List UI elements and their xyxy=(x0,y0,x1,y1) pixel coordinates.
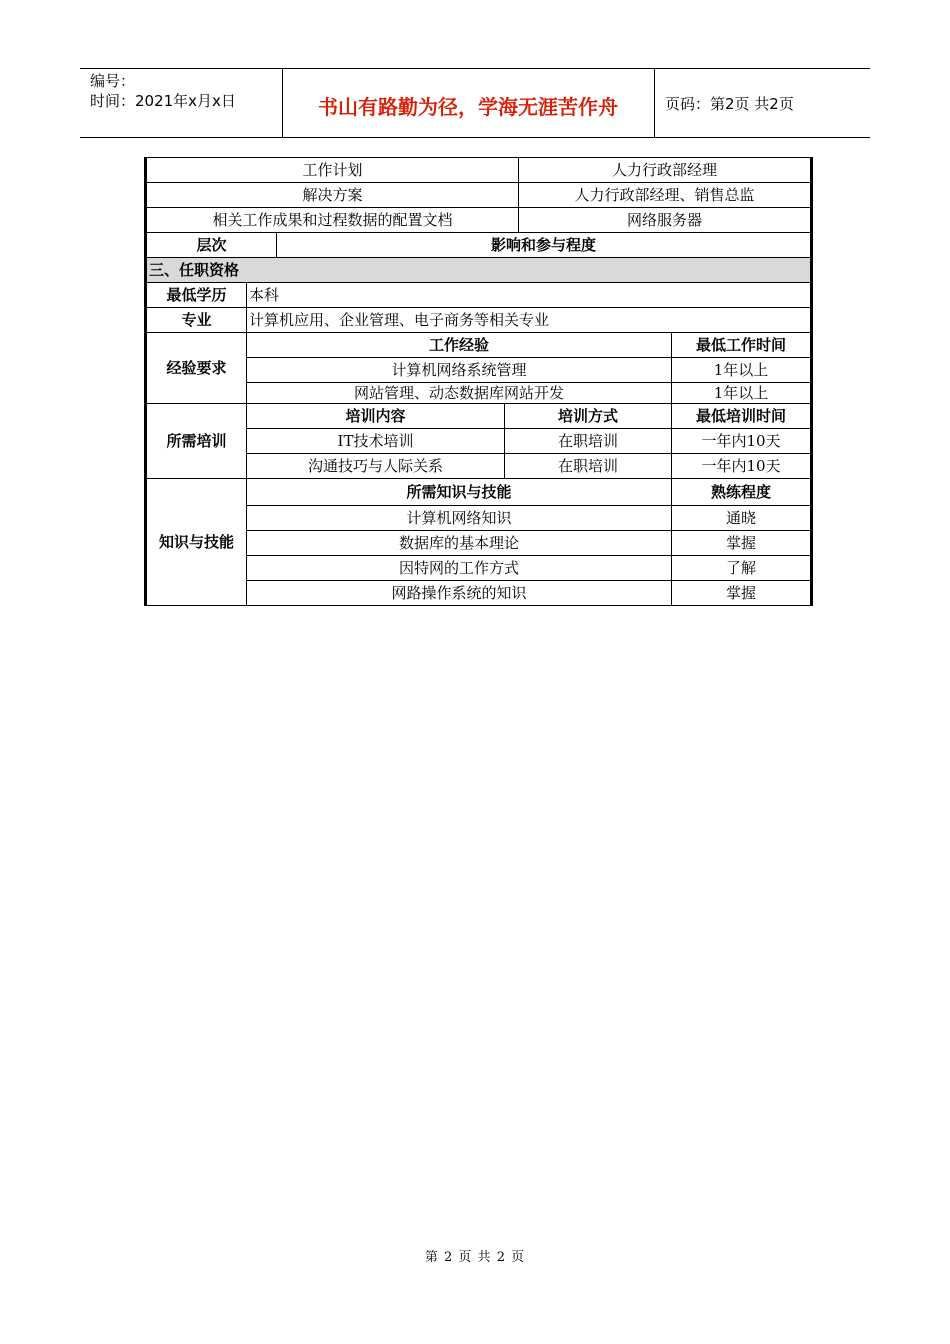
knowledge-level: 掌握 xyxy=(672,581,812,606)
header-meta xyxy=(90,71,236,111)
job-description-table xyxy=(144,157,810,606)
table-row xyxy=(146,283,812,308)
experience-time: 1年以上 xyxy=(672,383,812,404)
training-content: 沟通技巧与人际关系 xyxy=(247,454,505,479)
knowledge-label: 知识与技能 xyxy=(146,479,247,606)
document-number: 编号： xyxy=(90,72,136,90)
page-footer: 第 2 页 共 2 页 xyxy=(424,1250,526,1265)
training-header-time: 最低培训时间 xyxy=(672,404,812,429)
table-row xyxy=(146,158,812,183)
experience-label: 经验要求 xyxy=(146,333,247,404)
knowledge-skill: 数据库的基本理论 xyxy=(247,531,672,556)
impact-header: 影响和参与程度 xyxy=(277,233,812,258)
level-header: 层次 xyxy=(146,233,277,258)
table-row xyxy=(146,258,812,283)
responsibility-item: 相关工作成果和过程数据的配置文档 xyxy=(146,208,519,233)
training-label: 所需培训 xyxy=(146,404,247,479)
responsibility-target: 人力行政部经理、销售总监 xyxy=(519,183,812,208)
knowledge-skill: 网路操作系统的知识 xyxy=(247,581,672,606)
table-row xyxy=(146,404,812,429)
knowledge-skill: 计算机网络知识 xyxy=(247,506,672,531)
experience-work: 网站管理、动态数据库网站开发 xyxy=(247,383,672,404)
education-value: 本科 xyxy=(247,283,812,308)
training-header-method: 培训方式 xyxy=(505,404,672,429)
responsibility-target: 网络服务器 xyxy=(519,208,812,233)
document-date: 时间：2021年x月x日 xyxy=(90,92,236,110)
experience-time: 1年以上 xyxy=(672,358,812,383)
table-row xyxy=(146,183,812,208)
major-value: 计算机应用、企业管理、电子商务等相关专业 xyxy=(247,308,812,333)
responsibility-item: 工作计划 xyxy=(146,158,519,183)
knowledge-skill: 因特网的工作方式 xyxy=(247,556,672,581)
responsibility-item: 解决方案 xyxy=(146,183,519,208)
major-label: 专业 xyxy=(146,308,247,333)
knowledge-level: 了解 xyxy=(672,556,812,581)
table-row xyxy=(146,333,812,358)
header-divider xyxy=(654,69,655,137)
table-row xyxy=(146,479,812,506)
table-row xyxy=(146,308,812,333)
table-row xyxy=(146,233,812,258)
experience-header-time: 最低工作时间 xyxy=(672,333,812,358)
education-label: 最低学历 xyxy=(146,283,247,308)
responsibility-target: 人力行政部经理 xyxy=(519,158,812,183)
training-header-content: 培训内容 xyxy=(247,404,505,429)
knowledge-header-skill: 所需知识与技能 xyxy=(247,479,672,506)
knowledge-level: 掌握 xyxy=(672,531,812,556)
header-motto: 书山有路勤为径，学海无涯苦作舟 xyxy=(318,95,618,119)
section-title: 三、任职资格 xyxy=(146,258,812,283)
knowledge-level: 通晓 xyxy=(672,506,812,531)
training-method: 在职培训 xyxy=(505,429,672,454)
training-method: 在职培训 xyxy=(505,454,672,479)
knowledge-header-level: 熟练程度 xyxy=(672,479,812,506)
training-time: 一年内10天 xyxy=(672,429,812,454)
experience-header-work: 工作经验 xyxy=(247,333,672,358)
training-time: 一年内10天 xyxy=(672,454,812,479)
document-header xyxy=(80,68,870,138)
table-row xyxy=(146,208,812,233)
header-page-number: 页码：第2页 共2页 xyxy=(665,95,794,113)
experience-work: 计算机网络系统管理 xyxy=(247,358,672,383)
training-content: IT技术培训 xyxy=(247,429,505,454)
